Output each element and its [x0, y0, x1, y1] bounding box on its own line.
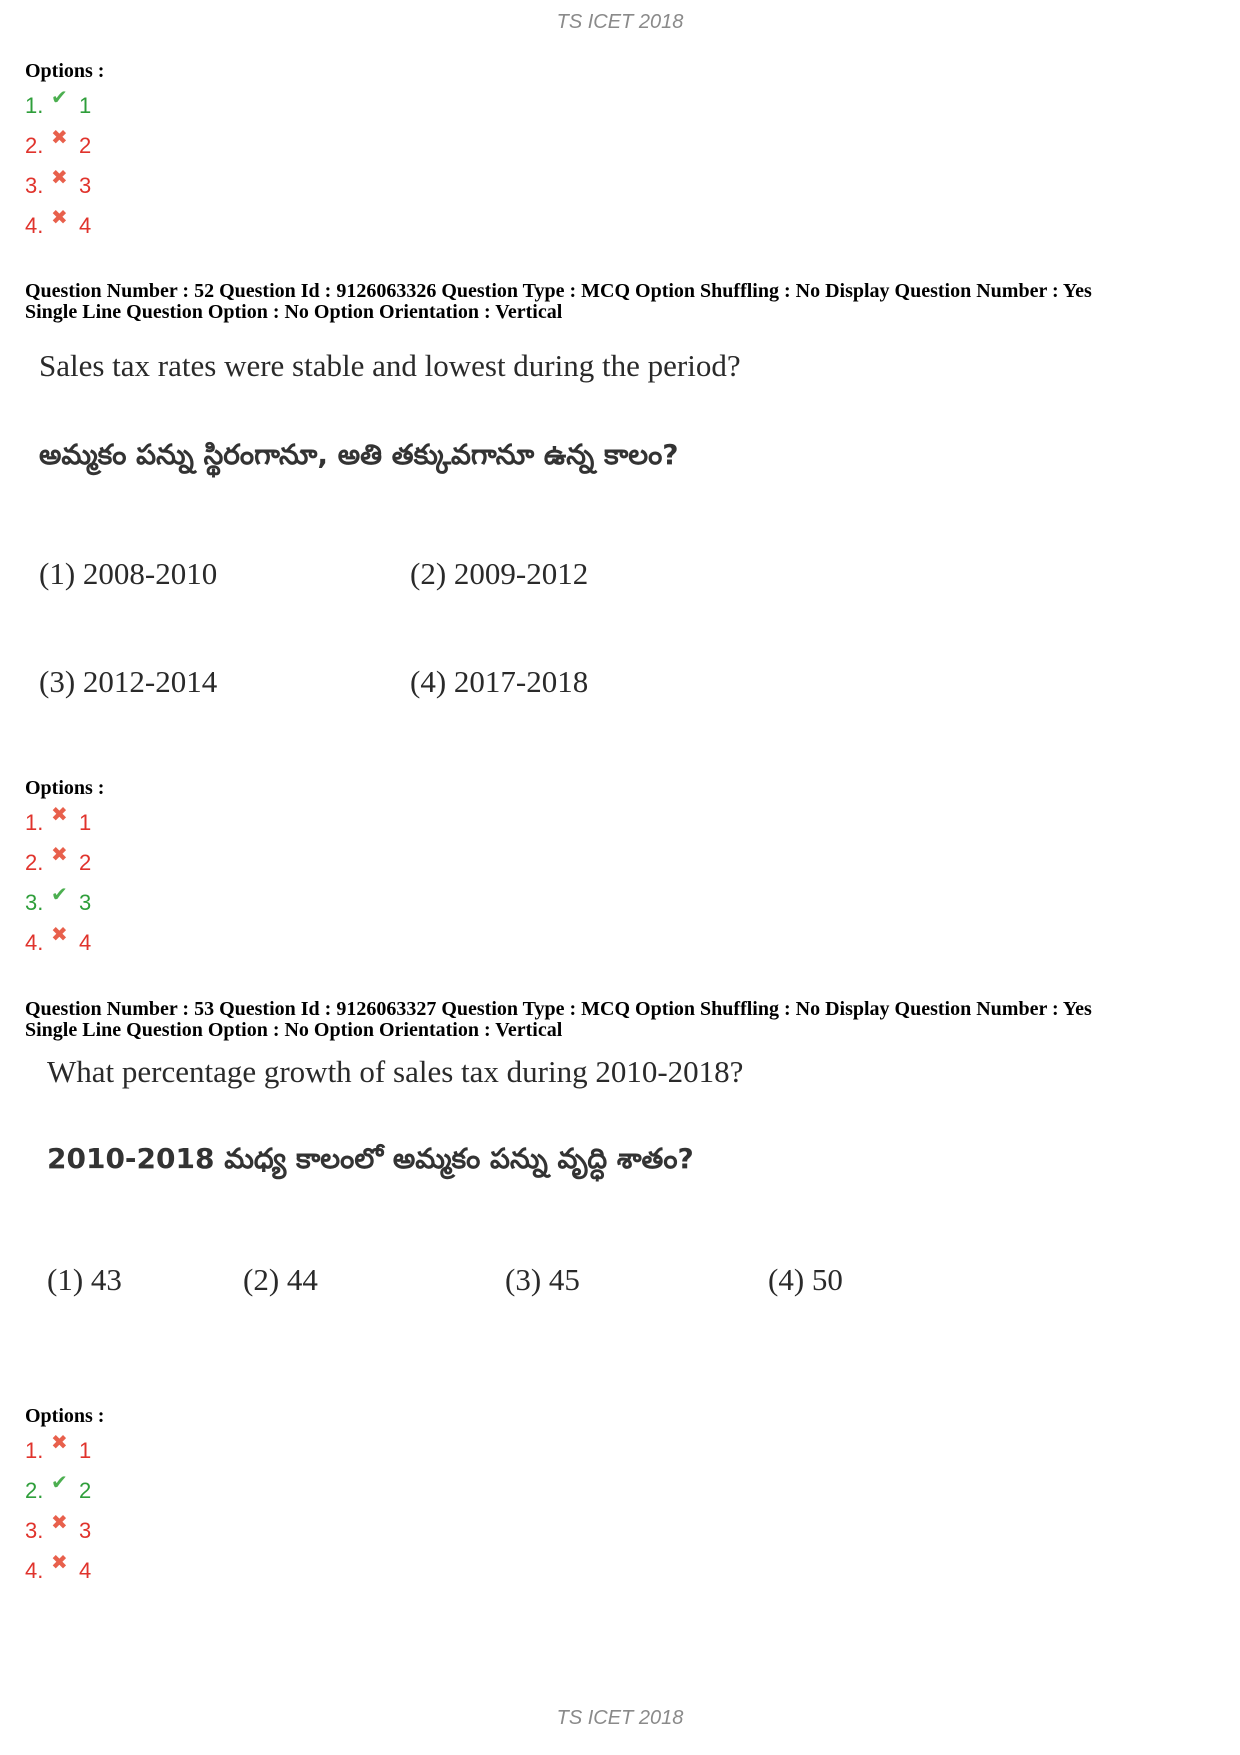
- cross-icon: ✖: [51, 804, 68, 826]
- option-number: 3.: [25, 1518, 44, 1543]
- option-value: 4: [79, 930, 92, 955]
- option-number: 1.: [25, 810, 44, 835]
- choice-2: (2) 2009-2012: [410, 556, 589, 591]
- option-value: 2: [79, 133, 92, 158]
- option-number: 2.: [25, 1478, 44, 1503]
- question-text-te: 2010-2018 మధ్య కాలంలో అమ్మకం పన్ను వృద్ధి శాతం?: [47, 1142, 694, 1175]
- option-number: 2.: [25, 133, 44, 158]
- cross-icon: ✖: [51, 1512, 68, 1534]
- cross-icon: ✖: [51, 844, 68, 866]
- option-value: 3: [79, 1518, 92, 1543]
- option-value: 4: [79, 213, 92, 238]
- option-number: 1.: [25, 1438, 44, 1463]
- page-header: TS ICET 2018: [556, 11, 684, 33]
- question-meta-52: [25, 281, 1225, 323]
- choice-2: (2) 44: [243, 1262, 318, 1297]
- question-text-en: What percentage growth of sales tax during 2010-2018?: [47, 1054, 744, 1089]
- option-number: 2.: [25, 850, 44, 875]
- choice-4: (4) 50: [768, 1262, 843, 1297]
- options-label: Options :: [25, 777, 105, 799]
- option-number: 1.: [25, 93, 44, 118]
- option-value: 2: [79, 1478, 92, 1503]
- cross-icon: ✖: [51, 1432, 68, 1454]
- options-list: [25, 86, 325, 246]
- option-value: 3: [79, 173, 92, 198]
- question-meta-53: [25, 999, 1225, 1041]
- choice-3: (3) 45: [505, 1262, 580, 1297]
- options-list: [25, 803, 325, 963]
- options-block-q52: [25, 773, 325, 963]
- choice-3: (3) 2012-2014: [39, 664, 218, 699]
- option-row: [25, 1551, 325, 1591]
- page-footer: TS ICET 2018: [556, 1707, 684, 1729]
- cross-icon: ✖: [51, 207, 68, 229]
- check-icon: ✔: [51, 87, 68, 109]
- cross-icon: ✖: [51, 127, 68, 149]
- option-row: [25, 206, 325, 246]
- options-list: [25, 1431, 325, 1591]
- option-value: 1: [79, 1438, 92, 1463]
- option-value: 2: [79, 850, 92, 875]
- option-value: 1: [79, 93, 92, 118]
- option-value: 4: [79, 1558, 92, 1583]
- meta-line: Question Number : 52 Question Id : 9126063326 Question Type : MCQ Option Shuffling : No Display Question Number : Yes: [25, 280, 1092, 302]
- check-icon: ✔: [51, 1472, 68, 1494]
- cross-icon: ✖: [51, 924, 68, 946]
- option-value: 3: [79, 890, 92, 915]
- option-row: [25, 923, 325, 963]
- cross-icon: ✖: [51, 1552, 68, 1574]
- options-label: Options :: [25, 60, 105, 82]
- choice-1: (1) 43: [47, 1262, 122, 1297]
- options-label: Options :: [25, 1405, 105, 1427]
- option-number: 4.: [25, 930, 44, 955]
- options-block-q51: [25, 56, 325, 246]
- question-text-te: అమ్మకం పన్ను స్థిరంగానూ, అతి తక్కువగానూ ఉన్న కాలం?: [39, 438, 679, 471]
- meta-line: Single Line Question Option : No Option Orientation : Vertical: [25, 301, 563, 323]
- option-number: 3.: [25, 173, 44, 198]
- choice-1: (1) 2008-2010: [39, 556, 218, 591]
- choice-4: (4) 2017-2018: [410, 664, 589, 699]
- meta-line: Question Number : 53 Question Id : 9126063327 Question Type : MCQ Option Shuffling : No Display Question Number : Yes: [25, 998, 1092, 1020]
- option-number: 4.: [25, 213, 44, 238]
- option-number: 3.: [25, 890, 44, 915]
- question-text-en: Sales tax rates were stable and lowest during the period?: [39, 348, 741, 383]
- option-number: 4.: [25, 1558, 44, 1583]
- option-value: 1: [79, 810, 92, 835]
- meta-line: Single Line Question Option : No Option Orientation : Vertical: [25, 1019, 563, 1041]
- options-block-q53: [25, 1401, 325, 1591]
- cross-icon: ✖: [51, 167, 68, 189]
- check-icon: ✔: [51, 884, 68, 906]
